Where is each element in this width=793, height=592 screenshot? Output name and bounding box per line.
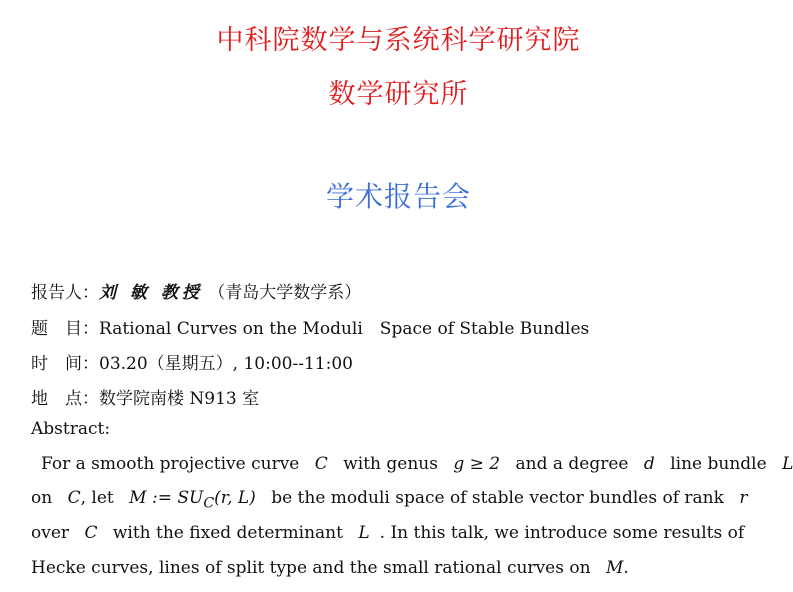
topic-value: Rational Curves on the Moduli Space of Stable Bundles	[99, 319, 590, 339]
speaker-affiliation: （青岛大学数学系）	[208, 283, 362, 303]
math-formula-subscript: C	[203, 495, 215, 512]
abstract-line-1	[31, 454, 793, 474]
math-symbol: L	[782, 454, 793, 474]
abstract-text: with the fixed determinant	[112, 523, 343, 543]
abstract-text: line bundle	[670, 454, 767, 474]
place-row	[31, 384, 259, 409]
math-symbol: C	[314, 454, 328, 474]
math-symbol: L	[358, 523, 370, 543]
time-value: 03.20（星期五）, 10:00--11:00	[99, 354, 353, 374]
time-row	[31, 349, 353, 374]
topic-label: 题 目：	[31, 319, 99, 339]
math-formula	[129, 488, 256, 512]
abstract-text: on	[31, 488, 53, 508]
institute-title: 中科院数学与系统科学研究院	[216, 25, 581, 56]
abstract-text: over	[31, 523, 70, 543]
place-label: 地 点：	[31, 389, 99, 409]
abstract-line-3	[31, 523, 745, 543]
math-symbol: d	[643, 454, 655, 474]
math-symbol: g ≥ 2	[453, 454, 501, 474]
math-formula-args: (r, L)	[214, 488, 256, 508]
topic-row	[31, 314, 589, 339]
math-formula-main: M := SU	[129, 488, 204, 508]
time-label: 时 间：	[31, 354, 99, 374]
abstract-line-2	[31, 488, 748, 512]
department-title: 数学研究所	[328, 79, 469, 110]
abstract-text: For a smooth projective curve	[41, 454, 300, 474]
abstract-text: be the moduli space of stable vector bundles of rank	[271, 488, 724, 508]
math-symbol: r	[739, 488, 748, 508]
abstract-text: and a degree	[515, 454, 629, 474]
abstract-label: Abstract:	[31, 419, 111, 439]
speaker-label: 报告人：	[31, 283, 99, 303]
math-symbol: M	[605, 558, 624, 578]
abstract-text: with genus	[343, 454, 438, 474]
abstract-text: , let	[80, 488, 114, 508]
place-value: 数学院南楼 N913 室	[99, 389, 260, 409]
speaker-name: 刘 敏 教授	[99, 283, 203, 303]
math-symbol: C	[67, 488, 81, 508]
abstract-text: .	[623, 558, 629, 578]
abstract-text: . In this talk, we introduce some results of	[379, 523, 745, 543]
abstract-line-4	[31, 558, 731, 578]
abstract-text: Hecke curves, lines of split type and the small rational curves on	[31, 558, 591, 578]
speaker-row	[31, 278, 361, 303]
math-symbol: C	[84, 523, 98, 543]
event-title: 学术报告会	[325, 180, 471, 213]
